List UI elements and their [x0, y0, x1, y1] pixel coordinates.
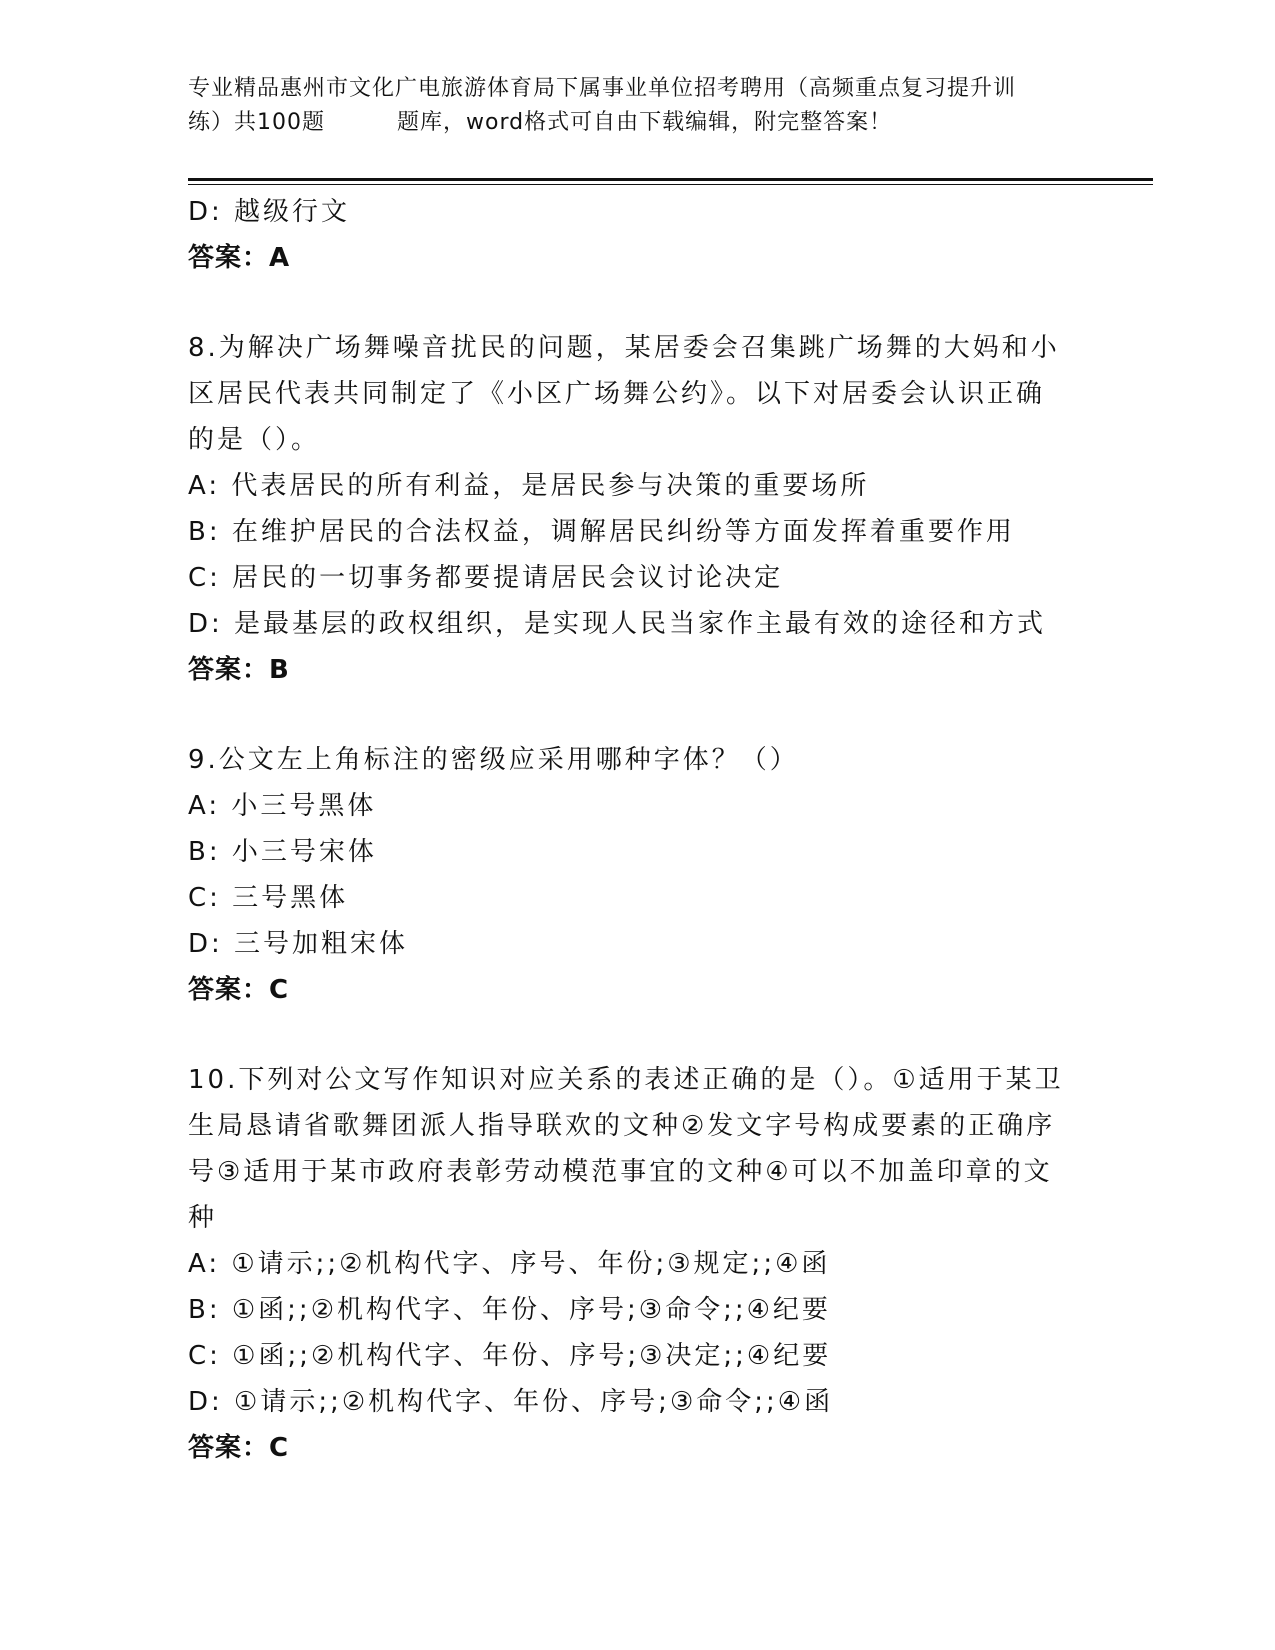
question-8	[188, 325, 1088, 693]
header-line-2-part-1: 练）共100题	[188, 110, 325, 135]
q10-option-a: A: ①请示;;②机构代字、序号、年份;③规定;;④函	[188, 1249, 831, 1279]
q8-option-d: D: 是最基层的政权组织，是实现人民当家作主最有效的途径和方式	[188, 609, 1047, 639]
header-line-1: 专业精品惠州市文化广电旅游体育局下属事业单位招考聘用（高频重点复习提升训	[188, 76, 1017, 101]
q8-option-c: C: 居民的一切事务都要提请居民会议讨论决定	[188, 563, 784, 593]
q10-stem-line-2: 生局恳请省歌舞团派人指导联欢的文种②发文字号构成要素的正确序	[188, 1111, 1056, 1141]
question-9	[188, 737, 1088, 1013]
question-10	[188, 1057, 1088, 1471]
q9-stem-line-1: 9.公文左上角标注的密级应采用哪种字体？（）	[188, 745, 799, 775]
question-content	[188, 189, 1088, 1471]
q8-option-a: A: 代表居民的所有利益，是居民参与决策的重要场所	[188, 471, 870, 501]
q9-answer: 答案：C	[188, 975, 290, 1005]
q8-stem-line-1: 8.为解决广场舞噪音扰民的问题，某居委会召集跳广场舞的大妈和小	[188, 333, 1060, 363]
q10-stem-line-4: 种	[188, 1203, 218, 1233]
q10-option-d: D: ①请示;;②机构代字、年份、序号;③命令;;④函	[188, 1387, 834, 1417]
q9-option-c: C: 三号黑体	[188, 883, 349, 913]
q7-option-d: D: 越级行文	[188, 197, 351, 227]
q10-option-c: C: ①函;;②机构代字、年份、序号;③决定;;④纪要	[188, 1341, 832, 1371]
header-line-2-part-2: 题库，word格式可自由下载编辑，附完整答案！	[397, 110, 893, 135]
header-divider-thick	[188, 178, 1153, 181]
header-divider-thin	[188, 184, 1153, 185]
q9-option-d: D: 三号加粗宋体	[188, 929, 409, 959]
question-7-tail	[188, 189, 1088, 281]
header-line-2	[188, 106, 1088, 140]
q9-option-b: B: 小三号宋体	[188, 837, 377, 867]
q8-option-b: B: 在维护居民的合法权益，调解居民纠纷等方面发挥着重要作用	[188, 517, 1015, 547]
q9-option-a: A: 小三号黑体	[188, 791, 377, 821]
document-header	[188, 72, 1088, 140]
q8-answer: 答案：B	[188, 655, 290, 685]
q8-stem-line-2: 区居民代表共同制定了《小区广场舞公约》。以下对居委会认识正确	[188, 379, 1046, 409]
q8-stem-line-3: 的是（）。	[188, 425, 321, 455]
q10-answer: 答案：C	[188, 1433, 290, 1463]
q10-option-b: B: ①函;;②机构代字、年份、序号;③命令;;④纪要	[188, 1295, 831, 1325]
q10-stem-line-1: 10.下列对公文写作知识对应关系的表述正确的是（）。①适用于某卫	[188, 1065, 1064, 1095]
q10-stem-line-3: 号③适用于某市政府表彰劳动模范事宜的文种④可以不加盖印章的文	[188, 1157, 1053, 1187]
q7-answer: 答案：A	[188, 243, 291, 273]
